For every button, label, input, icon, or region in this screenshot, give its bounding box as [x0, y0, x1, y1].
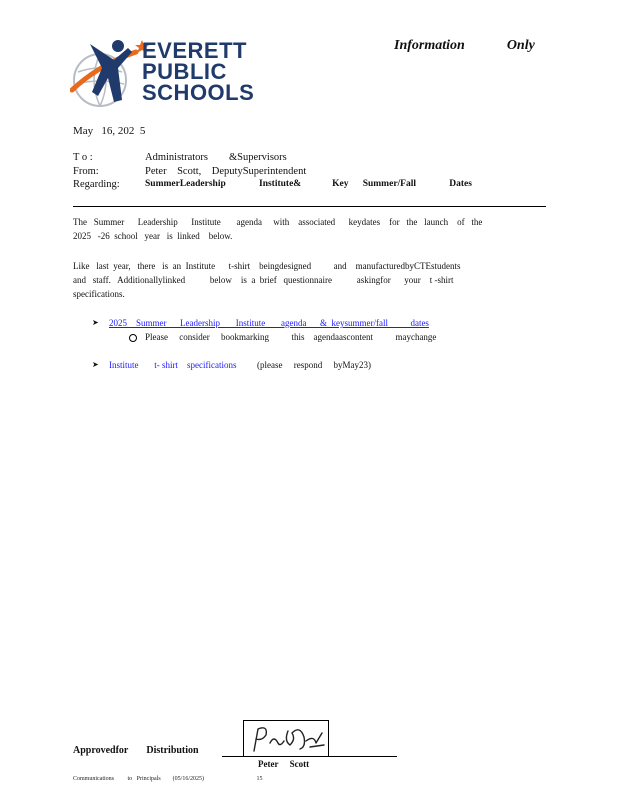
- bookmark-note: Please consider bookmarking this agendaascontent maychange: [145, 332, 437, 342]
- from-label: From:: [73, 165, 99, 177]
- distribution-word: Distribution: [146, 745, 199, 756]
- signer-name: Peter Scott: [258, 759, 310, 769]
- respond-note: (please respond byMay23): [257, 360, 371, 370]
- para-line: specifications.: [73, 289, 125, 299]
- approved-word: Approvedfor: [73, 745, 129, 756]
- para-line: 2025 -26 school year is linked below.: [73, 231, 233, 241]
- tshirt-specs-link[interactable]: Institute t- shirt specifications: [109, 360, 237, 370]
- para-line: Like last year, there is an Institute t-shirt beingdesigned and manufacturedbyCTEstudents: [73, 261, 461, 271]
- arrow-bullet-icon: ➤: [92, 360, 99, 369]
- para-line: The Summer Leadership Institute agenda with associated keydates for the launch of the: [73, 217, 483, 227]
- only-word: Only: [506, 38, 535, 53]
- logo-line: PUBLIC: [142, 59, 227, 84]
- information-only-label: [394, 38, 535, 54]
- sub-bullet: [129, 330, 436, 344]
- paragraph-tshirt: [73, 259, 533, 301]
- to-label: T o :: [73, 152, 93, 163]
- from-value: Peter Scott, DeputySuperintendent: [145, 165, 307, 177]
- paragraph-agenda: [73, 215, 533, 243]
- logo-line: EVERETT: [142, 38, 247, 63]
- page-footer: Communications to Principals (05/16/2025) 15: [73, 776, 263, 782]
- circle-bullet-icon: [129, 334, 137, 342]
- logo-line: SCHOOLS: [142, 80, 255, 105]
- to-value: Administrators &Supervisors: [145, 152, 287, 163]
- signature-box: [243, 720, 329, 757]
- signature-line: [222, 756, 397, 757]
- regarding-value: SummerLeadership Institute& Key Summer/Fall Dates: [145, 179, 472, 189]
- logo-wordmark: [142, 40, 254, 103]
- info-word: Information: [394, 38, 465, 53]
- memo-date: May 16, 202 5: [73, 125, 146, 137]
- handwritten-signature-icon: [244, 721, 328, 757]
- regarding-label: Regarding:: [73, 179, 120, 190]
- para-line: and staff. Additionallylinked below is a brief questionnaire askingfor your t -shirt: [73, 275, 454, 285]
- arrow-bullet-icon: ➤: [92, 318, 99, 327]
- approved-for-distribution: [73, 745, 199, 756]
- agenda-link[interactable]: 2025 Summer Leadership Institute agenda & keysummer/fall dates: [109, 318, 429, 328]
- header-divider: [73, 206, 546, 207]
